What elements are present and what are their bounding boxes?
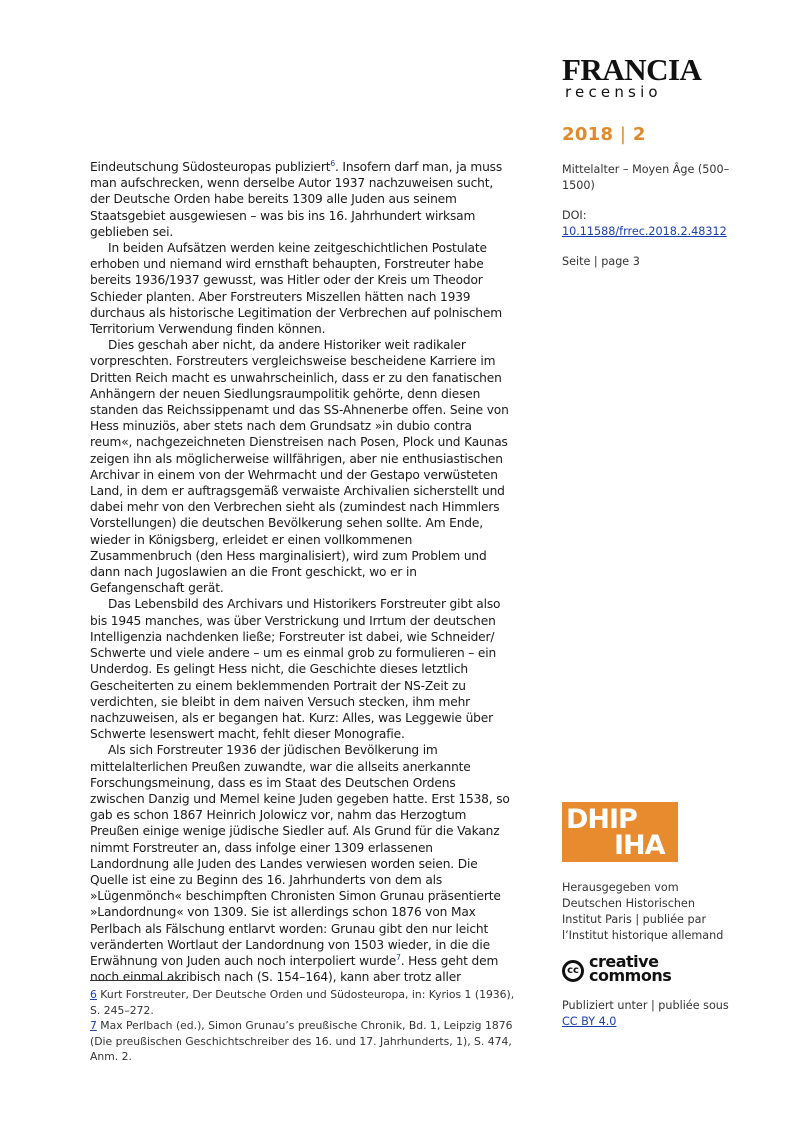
publisher-text: Herausgegeben vom Deutschen Historischen Institut Paris | publiée par l’Institut historique allemand (562, 881, 724, 942)
doi-block (562, 208, 732, 240)
footnote-ref-7[interactable]: 7 (396, 952, 401, 962)
footnote-6-number[interactable]: 6 (90, 988, 97, 1001)
creative-commons-logo (562, 952, 692, 987)
license-block (562, 998, 732, 1030)
paragraph-1-text-b: . Insofern darf man, ja muss man aufschrecken, wenn derselbe Autor 1937 nachzuweisen sucht, der Deutsche Orden habe bereits 1309 alle Juden aus seinem Staatsgebiet ausgewiesen – was bis ins 16. Jahrhundert wirksam geblieben sei. (90, 160, 503, 239)
logo-francia-text: FRANCIA (562, 52, 702, 87)
paragraph-5-text-b: . Hess geht dem noch einmal akribisch nach (S. 154–164), kann aber trotz aller (90, 953, 499, 985)
paragraph-3: Dies geschah aber nicht, da andere Historiker weit radikaler vorpreschten. Forstreuters vergleichsweise bescheidene Karriere im Dritten Reich macht es unwahrscheinlich, dass er zu den fanatischen Anhängern der neuen Siedlungsraumpolitik gehörte, denn diesen standen das Reichssippenamt und das SS-Ahnenerbe offen. Seine von Hess minuziös, aber stets nach dem Grundsatz »in dubio contra reum«, nachgezeichneten Dienstreisen nach Posen, Plock und Kaunas zeigen ihn als möglicherweise willfährigen, aber nie enthusiastischen Archivar in einem von der Wehrmacht und der Gestapo verwüsteten Land, in dem er auftragsgemäß verwaiste Archivalien sicherstellt und dabei mehr von den Verbrechen sieht als (zumindest nach Himmlers Vorstellungen) die deutschen Bevölkerung sehen sollte. Am Ende, wieder in Königsberg, erleidet er einen vollkommenen Zusammenbruch (den Hess marginalisiert), wird zum Problem und dann nach Jugoslawien an die Front geschickt, wo er in Gefangenschaft gerät. (90, 338, 509, 596)
footnote-6-text: Kurt Forstreuter, Der Deutsche Orden und Südosteuropa, in: Kyrios 1 (1936), S. 245–272. (90, 988, 515, 1017)
francia-recensio-logo (562, 52, 722, 101)
paragraph-1 (90, 159, 510, 240)
paragraph-2: In beiden Aufsätzen werden keine zeitgeschichtlichen Postulate erhoben und niemand wird ernsthaft behaupten, Forstreuter habe bereits 1936/1937 gewusst, was Hitler oder der Kreis um Theodor Schieder planten. Aber Forstreuters Miszellen hätten nach 1939 durchaus als historische Legitimation der Verbrechen auf polnischem Territorium Verwendung finden können. (90, 241, 502, 337)
issue-separator: | (619, 124, 627, 145)
paragraph-1-text-a: Eindeutschung Südosteuropas publiziert (90, 160, 331, 174)
issue-number (562, 124, 646, 145)
paragraph-5-text-a: Als sich Forstreuter 1936 der jüdischen Bevölkerung im mittelalterlichen Preußen zuwandte, war die allseits anerkannte Forschungsmeinung, dass es im Staat des Deutschen Ordens zwischen Danzig und Memel keine Juden gegeben hatte. Erst 1538, so gab es schon 1867 Heinrich Jolowicz vor, nahm das Herzogtum Preußen einige wenige jüdische Siedler auf. Als Grund für die Vakanz nimmt Forstreuter an, dass infolge einer 1309 erlassenen Landordnung alle Juden des Landes verwiesen worden seien. Die Quelle ist eine zu Beginn des 16. Jahrhunderts von dem als »Lügenmönch« beschimpften Chronisten Simon Grunau präsentierte »Landordnung« von 1309. Sie ist allerdings schon 1876 von Max Perlbach als Fälschung entlarvt worden: Grunau gibt den nur leicht veränderten Wortlaut der Landordnung von 1503 wieder, in die die Erwähnung von Juden auch noch interpoliert wurde (90, 743, 510, 968)
dhip-logo (562, 802, 678, 862)
dhip-logo-text: DHIP (566, 804, 637, 835)
footnote-ref-6[interactable]: 6 (330, 158, 335, 168)
doi-label: DOI: (562, 209, 587, 222)
footnotes (90, 987, 515, 1065)
footnote-7-text: Max Perlbach (ed.), Simon Grunau’s preußische Chronik, Bd. 1, Leipzig 1876 (Die preußischen Geschichtschreiber des 16. und 17. Jahrhunderts, 1), S. 474, Anm. 2. (90, 1019, 513, 1063)
creative-commons-text (589, 952, 672, 985)
issue-year: 2018 (562, 124, 614, 145)
cc-text-line1: creative (589, 952, 659, 971)
logo-recensio-text: recensio (565, 83, 662, 101)
cc-text-line2: commons (589, 966, 672, 985)
page-label: Seite | page 3 (562, 255, 640, 268)
issue-num: 2 (632, 124, 646, 145)
doi-link[interactable]: 10.11588/frrec.2018.2.48312 (562, 225, 727, 238)
iha-logo-text: IHA (614, 830, 665, 861)
cc-icon: cc (562, 960, 584, 982)
footnote-divider (90, 980, 186, 981)
article-body (90, 159, 510, 985)
footnote-7 (90, 1018, 515, 1065)
footnote-6 (90, 987, 515, 1018)
license-text: Publiziert unter | publiée sous (562, 999, 729, 1012)
period-label: Mittelalter – Moyen Âge (500–1500) (562, 163, 730, 192)
paragraph-4: Das Lebensbild des Archivars und Historikers Forstreuter gibt also bis 1945 manches, was über Verstrickung und Irrtum der deutschen Intelligenzia nachdenken ließe; Forstreuter ist dabei, wie Schneider/ Schwerte und viele andere – um es einmal grob zu formulieren – ein Underdog. Es gelingt Hess nicht, die Geschichte dieses letztlich Gescheiterten zu einem beklemmenden Portrait der NS-Zeit zu verdichten, sie bleibt in dem naiven Versuch stecken, ihm mehr nachzuweisen, als er begangen hat. Kurz: Alles, was Leggewie über Schwerte lesenswert macht, fehlt dieser Monografie. (90, 597, 501, 742)
license-link[interactable]: CC BY 4.0 (562, 1015, 617, 1028)
footnote-7-number[interactable]: 7 (90, 1019, 97, 1032)
paragraph-5 (90, 742, 510, 985)
